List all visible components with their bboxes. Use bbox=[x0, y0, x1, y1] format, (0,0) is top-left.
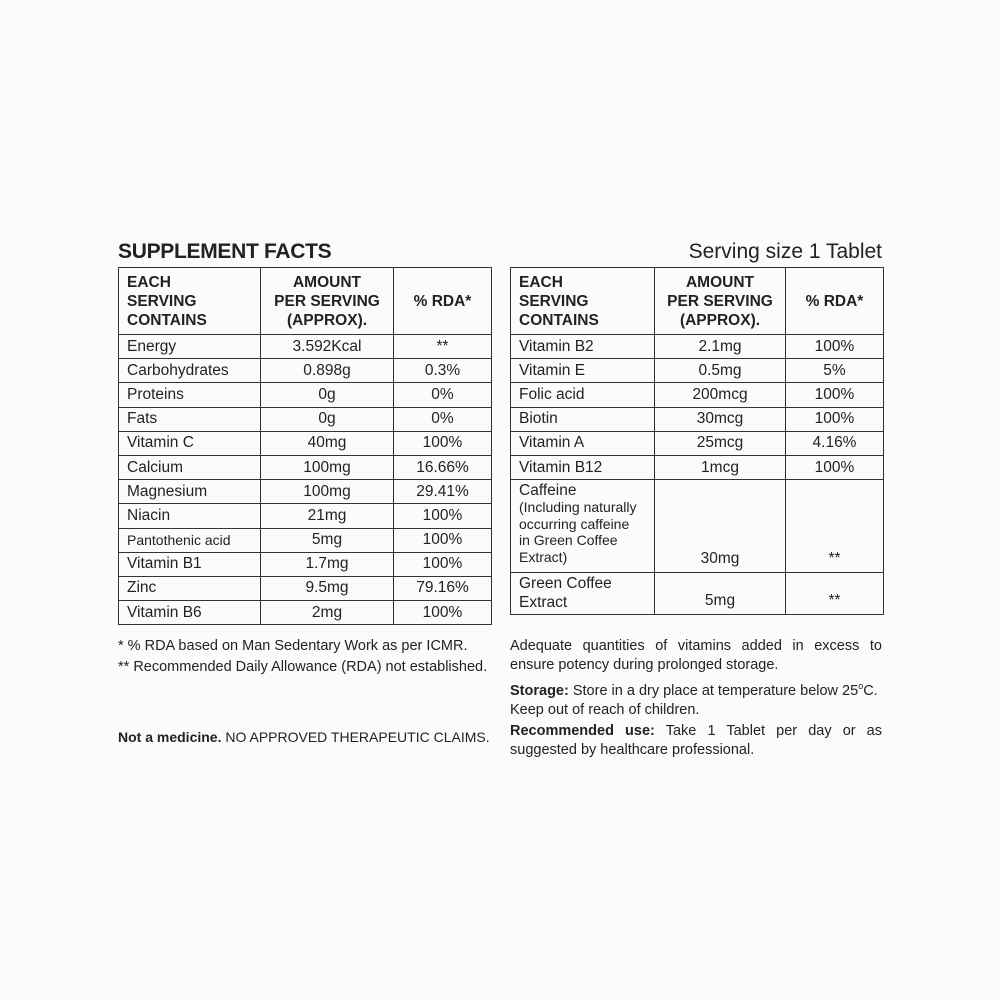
header-each-serving: EACH SERVING CONTAINS bbox=[511, 268, 655, 335]
nutrient-rda: 0.3% bbox=[394, 359, 492, 383]
table-row bbox=[119, 455, 492, 479]
nutrient-name: Caffeine (Including naturally occurring caffeine in Green Coffee Extract) bbox=[511, 480, 655, 573]
storage-note bbox=[510, 677, 882, 720]
disclaimer bbox=[118, 729, 490, 745]
nutrient-amount: 100mg bbox=[261, 455, 394, 479]
footnote-rda-basis: * % RDA based on Man Sedentary Work as per ICMR. bbox=[118, 638, 468, 654]
supplement-facts-table-left bbox=[118, 267, 492, 625]
disclaimer-bold: Not a medicine. bbox=[118, 729, 222, 745]
table-header-row bbox=[119, 268, 492, 335]
nutrient-name: Calcium bbox=[119, 455, 261, 479]
nutrient-rda: 100% bbox=[786, 383, 884, 407]
table-row bbox=[119, 431, 492, 455]
table-row bbox=[511, 359, 884, 383]
table-row bbox=[119, 480, 492, 504]
nutrient-rda: 0% bbox=[394, 407, 492, 431]
table-row bbox=[119, 576, 492, 600]
nutrient-amount: 30mg bbox=[655, 480, 786, 573]
nutrient-name: Vitamin C bbox=[119, 431, 261, 455]
nutrient-rda: 100% bbox=[786, 455, 884, 479]
use-label: Recommended use: bbox=[510, 722, 655, 739]
table-row-caffeine bbox=[511, 480, 884, 573]
nutrient-name: Energy bbox=[119, 335, 261, 359]
nutrient-amount: 30mcg bbox=[655, 407, 786, 431]
nutrient-amount: 9.5mg bbox=[261, 576, 394, 600]
nutrient-rda: 29.41% bbox=[394, 480, 492, 504]
nutrient-name: Carbohydrates bbox=[119, 359, 261, 383]
table-row bbox=[511, 383, 884, 407]
nutrient-rda: 16.66% bbox=[394, 455, 492, 479]
nutrient-name: Vitamin B6 bbox=[119, 601, 261, 625]
page-title: SUPPLEMENT FACTS bbox=[118, 240, 332, 263]
nutrient-amount: 200mcg bbox=[655, 383, 786, 407]
recommended-use-note bbox=[510, 722, 882, 760]
table-row bbox=[511, 407, 884, 431]
nutrient-rda: 100% bbox=[394, 504, 492, 528]
nutrient-rda: 100% bbox=[786, 407, 884, 431]
table-row bbox=[511, 335, 884, 359]
nutrient-rda: 5% bbox=[786, 359, 884, 383]
nutrient-name: Vitamin B1 bbox=[119, 552, 261, 576]
nutrient-name: Biotin bbox=[511, 407, 655, 431]
nutrient-amount: 3.592Kcal bbox=[261, 335, 394, 359]
storage-text-post: C. Keep out of reach of children. bbox=[510, 682, 878, 718]
nutrient-amount: 2.1mg bbox=[655, 335, 786, 359]
nutrient-rda: 4.16% bbox=[786, 431, 884, 455]
supplement-facts-table-right bbox=[510, 267, 884, 615]
nutrient-rda: ** bbox=[786, 573, 884, 615]
nutrient-rda: 100% bbox=[394, 552, 492, 576]
nutrient-rda: 100% bbox=[394, 601, 492, 625]
nutrient-amount: 0.898g bbox=[261, 359, 394, 383]
table-header-row bbox=[511, 268, 884, 335]
header-amount: AMOUNT PER SERVING (APPROX). bbox=[655, 268, 786, 335]
disclaimer-text: NO APPROVED THERAPEUTIC CLAIMS. bbox=[221, 729, 490, 745]
nutrient-rda: 79.16% bbox=[394, 576, 492, 600]
nutrient-amount: 1mcg bbox=[655, 455, 786, 479]
serving-size: Serving size 1 Tablet bbox=[688, 240, 882, 263]
nutrient-name: Fats bbox=[119, 407, 261, 431]
header-rda: % RDA* bbox=[394, 268, 492, 335]
nutrient-amount: 100mg bbox=[261, 480, 394, 504]
use-text: Take 1 Tablet per day or as suggested by healthcare professional. bbox=[510, 722, 882, 758]
table-row bbox=[119, 601, 492, 625]
storage-text-pre: Store in a dry place at temperature below 25 bbox=[568, 682, 859, 699]
nutrient-amount: 0g bbox=[261, 407, 394, 431]
nutrient-amount: 21mg bbox=[261, 504, 394, 528]
table-row bbox=[119, 359, 492, 383]
table-row bbox=[511, 455, 884, 479]
header-rda: % RDA* bbox=[786, 268, 884, 335]
nutrient-name: Vitamin A bbox=[511, 431, 655, 455]
nutrient-rda: 100% bbox=[786, 335, 884, 359]
table-row bbox=[119, 552, 492, 576]
nutrient-rda: ** bbox=[786, 480, 884, 573]
footnotes bbox=[118, 636, 492, 677]
footnote-rda-not-established: ** Recommended Daily Allowance (RDA) not established. bbox=[118, 658, 488, 675]
nutrient-amount: 40mg bbox=[261, 431, 394, 455]
table-row bbox=[119, 383, 492, 407]
table-row bbox=[119, 335, 492, 359]
nutrient-rda: 100% bbox=[394, 528, 492, 552]
nutrient-amount: 1.7mg bbox=[261, 552, 394, 576]
nutrient-name: Zinc bbox=[119, 576, 261, 600]
nutrient-rda: ** bbox=[394, 335, 492, 359]
header-amount: AMOUNT PER SERVING (APPROX). bbox=[261, 268, 394, 335]
nutrient-amount: 5mg bbox=[655, 573, 786, 615]
table-row-green-coffee bbox=[511, 573, 884, 615]
nutrient-amount: 2mg bbox=[261, 601, 394, 625]
nutrient-name: Magnesium bbox=[119, 480, 261, 504]
table-row bbox=[119, 407, 492, 431]
nutrient-name: Vitamin B2 bbox=[511, 335, 655, 359]
degree-symbol: o bbox=[858, 681, 864, 691]
nutrient-name: Niacin bbox=[119, 504, 261, 528]
storage-notes bbox=[510, 637, 882, 762]
potency-note: Adequate quantities of vitamins added in excess to ensure potency during prolonged storage. bbox=[510, 638, 882, 673]
nutrient-amount: 0.5mg bbox=[655, 359, 786, 383]
table-row bbox=[119, 528, 492, 552]
header-each-serving: EACH SERVING CONTAINS bbox=[119, 268, 261, 335]
nutrient-amount: 0g bbox=[261, 383, 394, 407]
nutrient-name: Folic acid bbox=[511, 383, 655, 407]
nutrient-amount: 25mcg bbox=[655, 431, 786, 455]
nutrient-rda: 100% bbox=[394, 431, 492, 455]
table-row bbox=[119, 504, 492, 528]
storage-label: Storage: bbox=[510, 682, 569, 699]
nutrient-name: Proteins bbox=[119, 383, 261, 407]
nutrient-name: Vitamin B12 bbox=[511, 455, 655, 479]
nutrient-name: Pantothenic acid bbox=[119, 528, 261, 552]
nutrient-amount: 5mg bbox=[261, 528, 394, 552]
nutrient-rda: 0% bbox=[394, 383, 492, 407]
table-row bbox=[511, 431, 884, 455]
nutrient-name: Green Coffee Extract bbox=[511, 573, 655, 615]
nutrient-name: Vitamin E bbox=[511, 359, 655, 383]
